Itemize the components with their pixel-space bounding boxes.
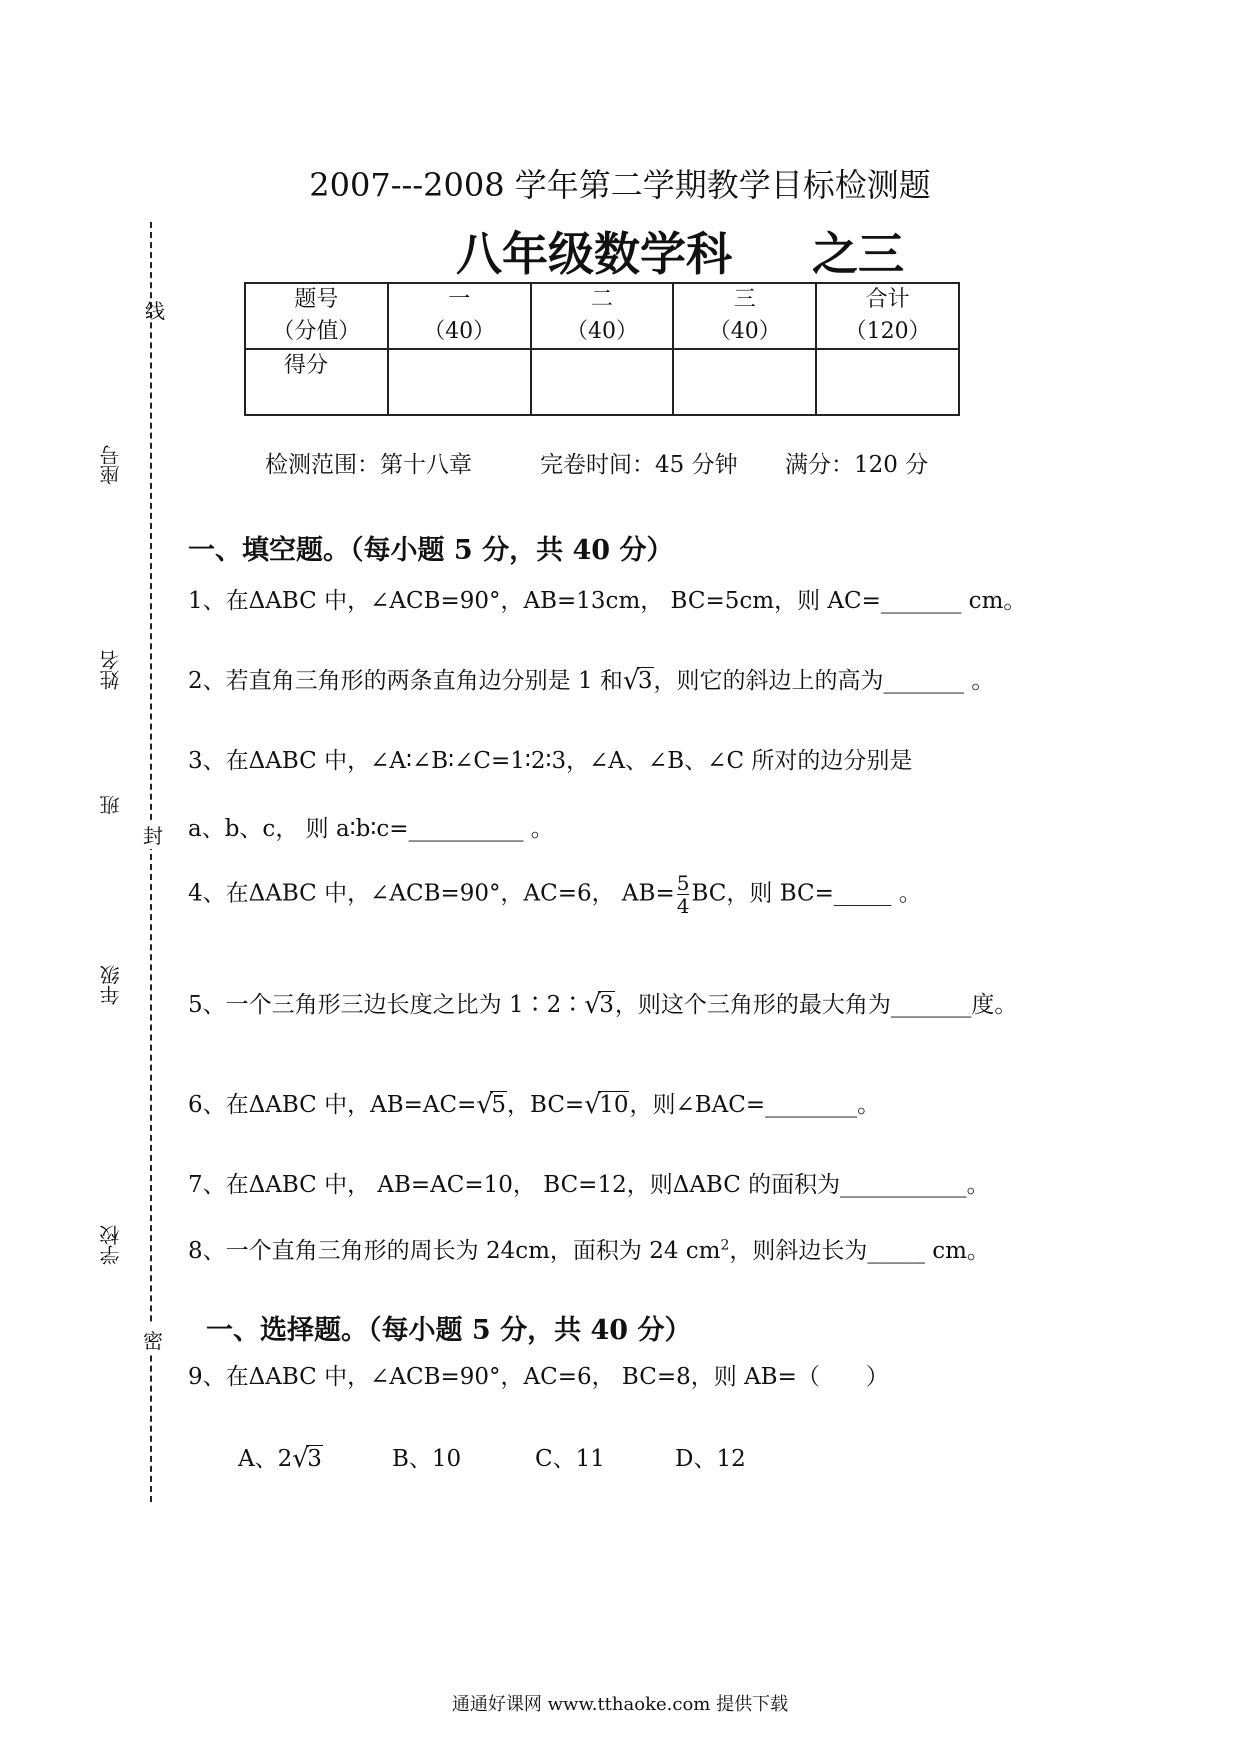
student-name-label: 姓名	[99, 650, 123, 690]
question-1: 1、在ΔABC 中，∠ACB=90°，AB=13cm， BC=5cm，则 AC=_______ cm。	[188, 588, 1027, 614]
sqrt-symbol: √ 10	[584, 1092, 629, 1118]
binding-mark-line: 线	[145, 299, 165, 323]
score-table	[244, 282, 960, 416]
score-cell-part-1	[388, 349, 531, 415]
footer-source: 通通好课网 www.tthaoke.com 提供下载	[451, 1694, 789, 1715]
question-3-line-2: a、b、c， 则 a∶b∶c=__________ 。	[188, 816, 554, 842]
score-header-part-1: 一 （40）	[388, 283, 531, 349]
question-2: 2、若直角三角形的两条直角边分别是 1 和√ 3，则它的斜边上的高为_______ 。	[188, 662, 994, 695]
exam-time: 完卷时间：45 分钟	[540, 452, 738, 478]
score-cell-part-3	[673, 349, 816, 415]
question-7: 7、在ΔABC 中， AB=AC=10， BC=12，则ΔABC 的面积为___________。	[188, 1172, 990, 1198]
sqrt-symbol: √ 3	[623, 668, 654, 694]
score-cell-part-2	[531, 349, 674, 415]
class-label: 班	[99, 795, 123, 815]
score-header-part-3: 三 （40）	[673, 283, 816, 349]
exam-full-score: 满分：120 分	[785, 452, 929, 478]
sqrt-symbol: √ 5	[476, 1092, 507, 1118]
question-8: 8、一个直角三角形的周长为 24cm，面积为 24 $cm^2$，则斜边长为_____ cm。	[188, 1237, 990, 1264]
question-3-line-1: 3、在ΔABC 中，∠A∶∠B∶∠C=1∶2∶3，∠A、∠B、∠C 所对的边分别是	[188, 748, 913, 774]
binding-dashed-line	[150, 222, 152, 1502]
question-4: 4、在ΔABC 中，∠ACB=90°，AC=6， AB= $\frac{5}{4}$ BC，则 BC=_____ 。	[188, 871, 922, 918]
option-c: C、11	[535, 1446, 605, 1472]
binding-mark-seal: 封	[143, 820, 163, 849]
fraction-5-4: $\frac{5}{4}$	[676, 871, 690, 918]
option-b: B、10	[392, 1446, 462, 1472]
exam-title: 八年级数学科 之三	[455, 227, 905, 281]
grade-label: 年级	[99, 965, 123, 1005]
question-5: 5、一个三角形三边长度之比为 1∶2∶√ 3，则这个三角形的最大角为_______度。	[188, 986, 1017, 1019]
question-6: 6、在ΔABC 中，AB=AC=√ 5，BC=√ 10，则∠BAC=________。	[188, 1086, 880, 1119]
option-a: A、2√ 3	[238, 1440, 323, 1473]
exam-scope: 检测范围：第十八章	[265, 452, 472, 478]
score-cell-total	[816, 349, 959, 415]
school-label: 学校	[99, 1225, 123, 1265]
option-d: D、12	[675, 1446, 746, 1472]
sqrt-symbol: √ 3	[584, 992, 615, 1018]
score-row-label: 得分	[245, 349, 388, 415]
score-header-part-2: 二 （40）	[531, 283, 674, 349]
score-header-question-no: 题号 （分值）	[245, 283, 388, 349]
exam-period-heading: 2007---2008 学年第二学期教学目标检测题	[309, 166, 931, 204]
sqrt-symbol: √ 3	[292, 1446, 323, 1472]
question-9: 9、在ΔABC 中，∠ACB=90°，AC=6， BC=8，则 AB=（ ）	[188, 1364, 889, 1390]
section-fill-in-title: 一、填空题。（每小题 5 分，共 40 分）	[188, 535, 674, 566]
section-choice-title: 一、选择题。（每小题 5 分，共 40 分）	[206, 1315, 692, 1346]
binding-mark-secret: 密	[143, 1325, 163, 1354]
score-header-total: 合计 （120）	[816, 283, 959, 349]
seat-number-label: 座号	[99, 445, 123, 485]
